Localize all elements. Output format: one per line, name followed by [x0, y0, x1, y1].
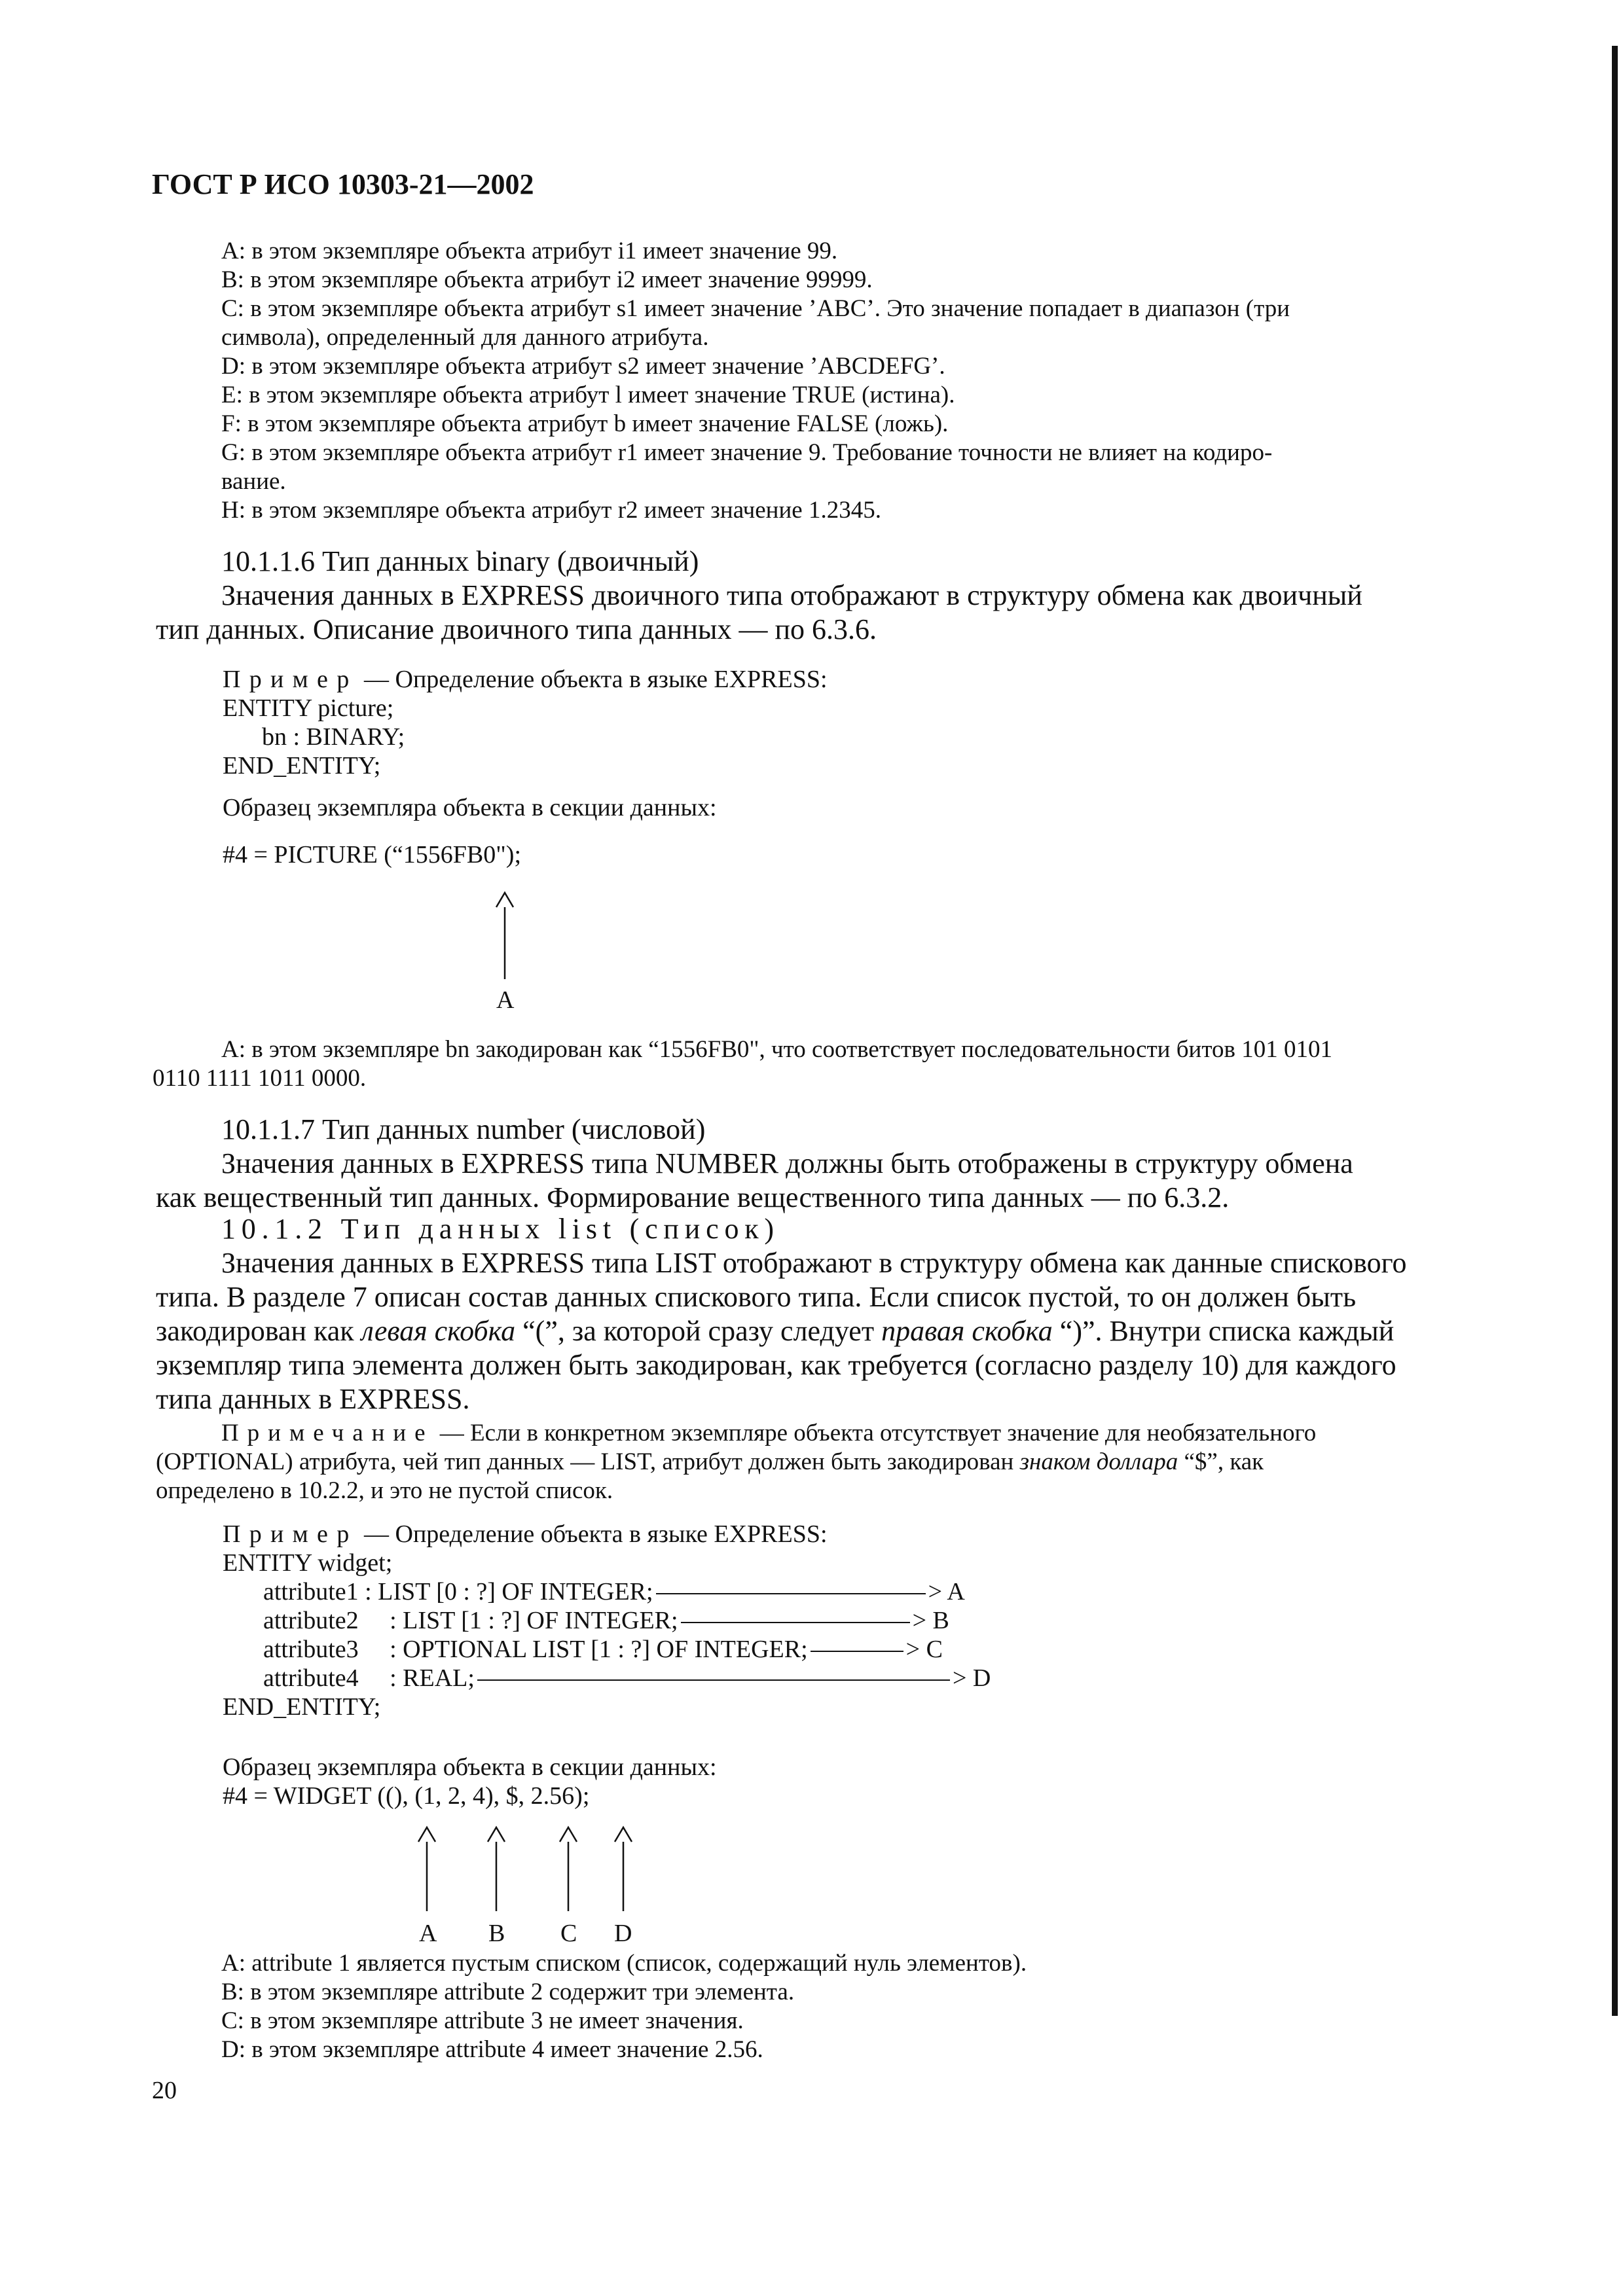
- pointer-arrow: [488, 881, 521, 986]
- list-item: А: в этом экземпляре объекта атрибут i1 имеет значение 99.: [221, 238, 838, 264]
- list-item: Н: в этом экземпляре объекта атрибут r2 имеет значение 1.2345.: [221, 497, 881, 524]
- attr-code: attribute1 : LIST [0 : ?] OF INTEGER;: [263, 1578, 653, 1605]
- section-heading-number: 10.1.1.7 Тип данных number (числовой): [221, 1113, 706, 1145]
- italic-run: левая скобка: [361, 1315, 516, 1347]
- code-line-attr: [223, 1577, 991, 1606]
- list-item: G: в этом экземпляре объекта атрибут r1 имеет значение 9. Требование точности не влияет на кодиро-: [221, 439, 1273, 466]
- section-heading-binary: 10.1.1.6 Тип данных binary (двоичный): [221, 545, 699, 577]
- note-line: [156, 1448, 1316, 1477]
- paragraph-line: типа. В разделе 7 описан состав данных спискового типа. Если список пустой, то он должен быть: [156, 1281, 1357, 1313]
- list-item: С: в этом экземпляре объекта атрибут s1 имеет значение ’АВС’. Это значение попадает в диапазон (три: [221, 295, 1290, 322]
- example-title-rest: — Определение объекта в языке EXPRESS:: [357, 1520, 828, 1548]
- text-run: “$”, как: [1178, 1448, 1264, 1475]
- example-binary: [223, 665, 828, 780]
- section-heading-list: 10.1.2 Тип данных list (список): [221, 1213, 780, 1245]
- code-line: bn : BINARY;: [262, 723, 405, 751]
- list-explanation: [221, 1949, 1027, 2064]
- document-header: ГОСТ Р ИСО 10303-21—2002: [152, 168, 534, 200]
- note-block: [156, 1419, 1316, 1505]
- note-line: [156, 1419, 1316, 1448]
- example-list: [223, 1520, 991, 1721]
- text-run: (OPTIONAL) атрибута, чей тип данных — LIST, атрибут должен быть закодирован: [156, 1448, 1020, 1475]
- sample-instance: #4 = WIDGET ((), (1, 2, 4), $, 2.56);: [223, 1782, 590, 1810]
- code-line: END_ENTITY;: [223, 752, 381, 780]
- explain-line: D: в этом экземпляре attribute 4 имеет значение 2.56.: [221, 2036, 763, 2063]
- text-run: закодирован как: [156, 1315, 361, 1347]
- leader-line: [811, 1651, 903, 1652]
- explain-line: В: в этом экземпляре attribute 2 содержит три элемента.: [221, 1979, 795, 2005]
- binary-explanation: [153, 1035, 1332, 1093]
- page-number: 20: [152, 2077, 177, 2104]
- pointer-arrows: [399, 1820, 635, 1918]
- italic-run: знаком доллара: [1019, 1448, 1178, 1475]
- sample-instance: #4 = PICTURE (“1556FB0");: [223, 841, 521, 869]
- explain-line: A: attribute 1 является пустым списком (список, содержащий нуль элементов).: [221, 1950, 1027, 1977]
- arrow-label: A: [419, 1920, 437, 1947]
- paragraph-line: Значения данных в EXPRESS типа NUMBER должны быть отображены в структуру обмена: [221, 1147, 1353, 1179]
- leader-line: [681, 1622, 910, 1623]
- italic-run: правая скобка: [881, 1315, 1053, 1347]
- arrow-label: А: [496, 986, 515, 1014]
- list-item: F: в этом экземпляре объекта атрибут b имеет значение FALSE (ложь).: [221, 410, 949, 437]
- attr-code: attribute2 : LIST [1 : ?] OF INTEGER;: [263, 1607, 678, 1634]
- example-title: [223, 665, 828, 694]
- list-item: Е: в этом экземпляре объекта атрибут l имеет значение TRUE (истина).: [221, 382, 955, 408]
- code-line-attr: [223, 1606, 991, 1635]
- code-line: END_ENTITY;: [223, 1693, 381, 1721]
- code-line: ENTITY widget;: [223, 1549, 393, 1577]
- paragraph-line: типа данных в EXPRESS.: [156, 1383, 470, 1415]
- list-item: D: в этом экземпляре объекта атрибут s2 имеет значение ’ABCDEFG’.: [221, 353, 945, 380]
- explain-line: С: в этом экземпляре attribute 3 не имеет значения.: [221, 2007, 744, 2034]
- arrow-label: D: [614, 1920, 632, 1947]
- text-run: — Если в конкретном экземпляре объекта отсутствует значение для необязательного: [433, 1420, 1317, 1446]
- attr-target: > A: [928, 1578, 965, 1605]
- list-item: В: в этом экземпляре объекта атрибут i2 имеет значение 99999.: [221, 266, 873, 293]
- example-word: Пример: [223, 1520, 358, 1548]
- arrow-label: B: [488, 1920, 505, 1947]
- paragraph-line: тип данных. Описание двоичного типа данных — по 6.3.6.: [156, 613, 877, 645]
- text-run: “)”. Внутри списка каждый: [1052, 1315, 1395, 1347]
- paragraph-line: как вещественный тип данных. Формирование вещественного типа данных — по 6.3.2.: [156, 1181, 1230, 1213]
- attr-code: attribute3 : OPTIONAL LIST [1 : ?] OF INTEGER;: [263, 1636, 808, 1663]
- example-word: Пример: [223, 666, 358, 693]
- code-line-attr: [223, 1664, 991, 1693]
- list-item: вание.: [221, 468, 286, 495]
- attr-target: > B: [912, 1607, 949, 1634]
- paragraph-line: Значения данных в EXPRESS типа LIST отображают в структуру обмена как данные спискового: [221, 1247, 1407, 1279]
- list-item: символа), определенный для данного атрибута.: [221, 324, 709, 351]
- paragraph-line: [156, 1314, 1407, 1348]
- sample-label: Образец экземпляра объекта в секции данных:: [223, 1753, 717, 1781]
- arrow-label: C: [560, 1920, 577, 1947]
- page-edge-bar: [1612, 46, 1618, 2016]
- attribute-list-top: [221, 237, 1290, 525]
- text-run: “(”, за которой сразу следует: [515, 1315, 882, 1347]
- code-line-attr: [223, 1635, 991, 1664]
- attr-code: attribute4 : REAL;: [263, 1664, 475, 1692]
- code-line: ENTITY picture;: [223, 694, 394, 722]
- note-word: Примечание: [221, 1420, 434, 1446]
- leader-line: [656, 1593, 926, 1594]
- note-line: определено в 10.2.2, и это не пустой список.: [156, 1477, 613, 1504]
- example-title-rest: — Определение объекта в языке EXPRESS:: [357, 666, 828, 693]
- attr-target: > D: [952, 1664, 991, 1692]
- explain-line: А: в этом экземпляре bn закодирован как “1556FB0", что соответствует последовательности битов 101 0101: [221, 1036, 1332, 1063]
- explain-line: 0110 1111 1011 0000.: [153, 1065, 367, 1092]
- paragraph-list: [156, 1246, 1407, 1416]
- leader-line: [477, 1679, 950, 1681]
- sample-label: Образец экземпляра объекта в секции данных:: [223, 794, 717, 821]
- paragraph-number: [156, 1147, 1353, 1215]
- paragraph-line: экземпляр типа элемента должен быть закодирован, как требуется (согласно разделу 10) для каждого: [156, 1349, 1396, 1381]
- example-title: [223, 1520, 991, 1549]
- attr-target: > C: [905, 1636, 943, 1663]
- paragraph-binary: [156, 579, 1362, 647]
- paragraph-line: Значения данных в EXPRESS двоичного типа отображают в структуру обмена как двоичный: [221, 579, 1362, 611]
